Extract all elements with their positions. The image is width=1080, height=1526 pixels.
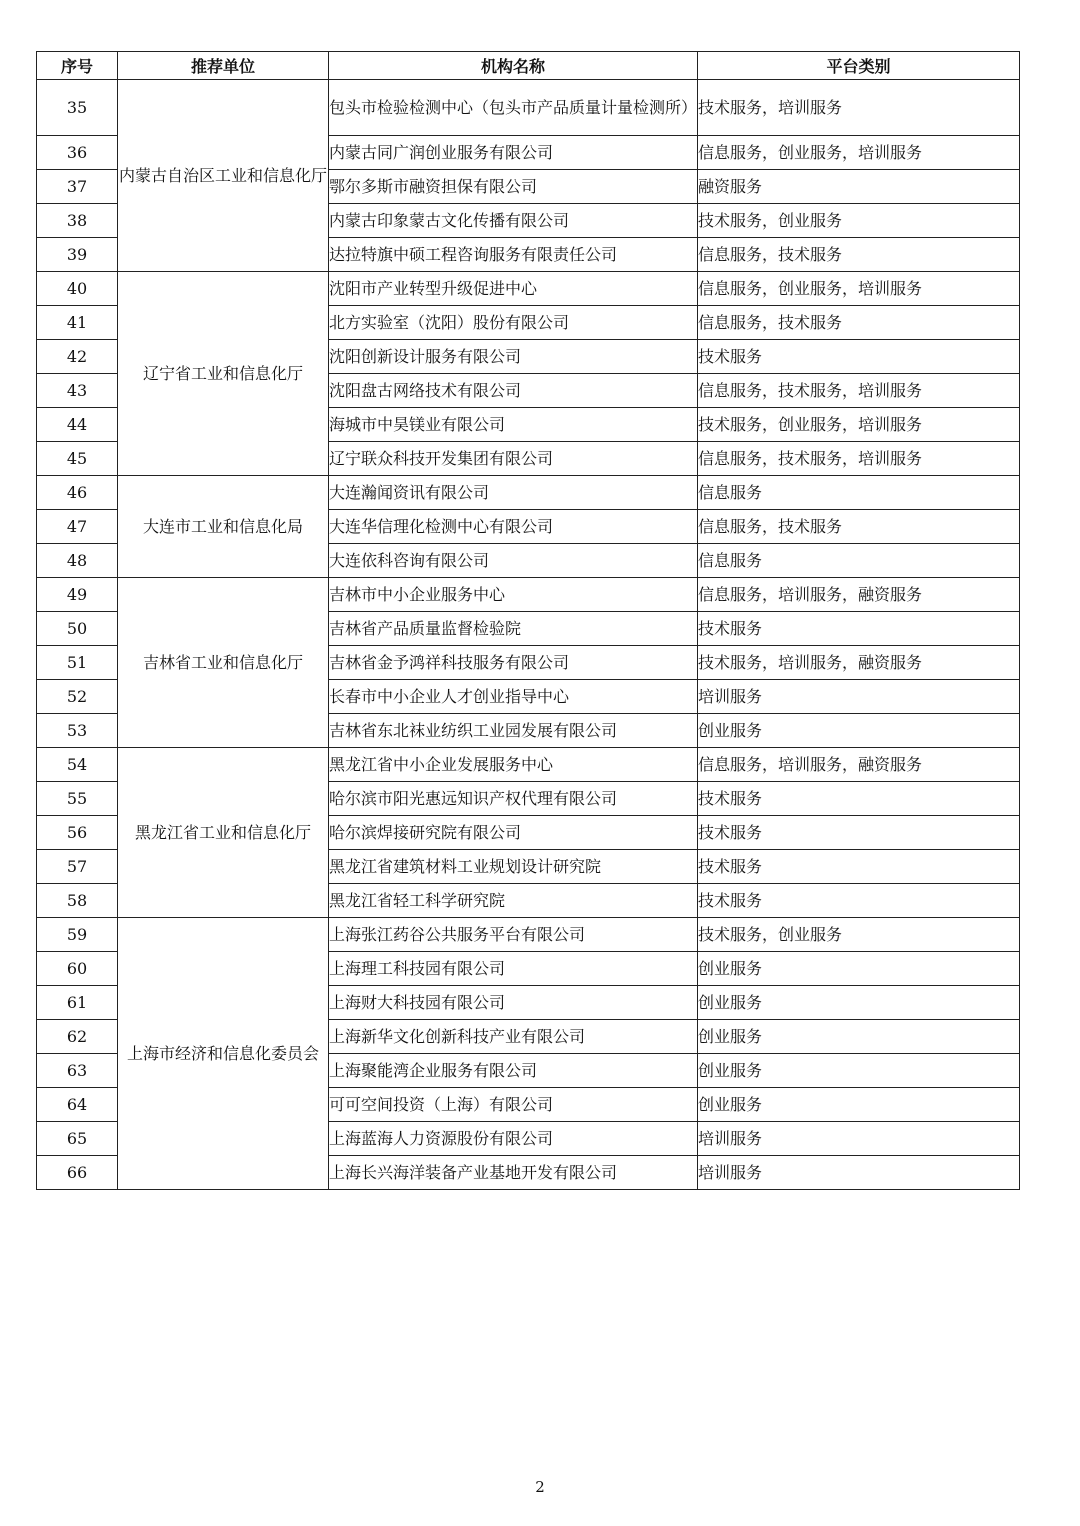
organization-name: 辽宁联众科技开发集团有限公司 <box>329 442 698 476</box>
organization-name: 包头市检验检测中心（包头市产品质量计量检测所） <box>329 80 698 136</box>
platform-category: 技术服务 <box>698 884 1020 918</box>
organization-name: 北方实验室（沈阳）股份有限公司 <box>329 306 698 340</box>
row-number: 54 <box>37 748 118 782</box>
recommending-unit: 黑龙江省工业和信息化厅 <box>118 748 329 918</box>
recommending-unit: 大连市工业和信息化局 <box>118 476 329 578</box>
row-number: 41 <box>37 306 118 340</box>
organization-name: 吉林市中小企业服务中心 <box>329 578 698 612</box>
platform-category: 创业服务 <box>698 986 1020 1020</box>
table-row <box>37 578 1020 612</box>
organization-name: 上海蓝海人力资源股份有限公司 <box>329 1122 698 1156</box>
organization-name: 哈尔滨市阳光惠远知识产权代理有限公司 <box>329 782 698 816</box>
recommending-unit: 辽宁省工业和信息化厅 <box>118 272 329 476</box>
platform-category: 技术服务 <box>698 850 1020 884</box>
organization-name: 黑龙江省轻工科学研究院 <box>329 884 698 918</box>
organization-name: 吉林省金予鸿祥科技服务有限公司 <box>329 646 698 680</box>
row-number: 65 <box>37 1122 118 1156</box>
row-number: 60 <box>37 952 118 986</box>
organization-name: 黑龙江省中小企业发展服务中心 <box>329 748 698 782</box>
platform-category: 创业服务 <box>698 1020 1020 1054</box>
row-number: 40 <box>37 272 118 306</box>
platform-category: 培训服务 <box>698 680 1020 714</box>
row-number: 46 <box>37 476 118 510</box>
platform-category: 技术服务 <box>698 340 1020 374</box>
platform-category: 培训服务 <box>698 1156 1020 1190</box>
row-number: 56 <box>37 816 118 850</box>
organization-name: 上海长兴海洋装备产业基地开发有限公司 <box>329 1156 698 1190</box>
organization-name: 沈阳市产业转型升级促进中心 <box>329 272 698 306</box>
recommending-unit: 吉林省工业和信息化厅 <box>118 578 329 748</box>
row-number: 49 <box>37 578 118 612</box>
platform-category: 信息服务，技术服务 <box>698 510 1020 544</box>
platform-category: 创业服务 <box>698 1088 1020 1122</box>
row-number: 36 <box>37 136 118 170</box>
row-number: 35 <box>37 80 118 136</box>
row-number: 61 <box>37 986 118 1020</box>
table-row <box>37 80 1020 136</box>
row-number: 63 <box>37 1054 118 1088</box>
row-number: 59 <box>37 918 118 952</box>
platform-category: 技术服务 <box>698 816 1020 850</box>
platform-category: 融资服务 <box>698 170 1020 204</box>
header-no: 序号 <box>37 52 118 80</box>
organization-name: 大连瀚闻资讯有限公司 <box>329 476 698 510</box>
row-number: 44 <box>37 408 118 442</box>
row-number: 48 <box>37 544 118 578</box>
org-list-table <box>36 51 1020 1190</box>
platform-category: 信息服务，创业服务，培训服务 <box>698 136 1020 170</box>
organization-name: 哈尔滨焊接研究院有限公司 <box>329 816 698 850</box>
row-number: 64 <box>37 1088 118 1122</box>
organization-name: 上海聚能湾企业服务有限公司 <box>329 1054 698 1088</box>
organization-name: 上海理工科技园有限公司 <box>329 952 698 986</box>
organization-name: 沈阳创新设计服务有限公司 <box>329 340 698 374</box>
platform-category: 技术服务，创业服务 <box>698 204 1020 238</box>
organization-name: 大连华信理化检测中心有限公司 <box>329 510 698 544</box>
row-number: 37 <box>37 170 118 204</box>
platform-category: 信息服务，技术服务 <box>698 238 1020 272</box>
platform-category: 技术服务 <box>698 782 1020 816</box>
organization-name: 吉林省东北袜业纺织工业园发展有限公司 <box>329 714 698 748</box>
organization-name: 可可空间投资（上海）有限公司 <box>329 1088 698 1122</box>
row-number: 51 <box>37 646 118 680</box>
platform-category: 信息服务，技术服务 <box>698 306 1020 340</box>
row-number: 62 <box>37 1020 118 1054</box>
organization-name: 长春市中小企业人才创业指导中心 <box>329 680 698 714</box>
platform-category: 技术服务 <box>698 612 1020 646</box>
recommending-unit: 上海市经济和信息化委员会 <box>118 918 329 1190</box>
platform-category: 信息服务，培训服务，融资服务 <box>698 748 1020 782</box>
platform-category: 信息服务，创业服务，培训服务 <box>698 272 1020 306</box>
row-number: 66 <box>37 1156 118 1190</box>
organization-name: 内蒙古同广润创业服务有限公司 <box>329 136 698 170</box>
header-org: 机构名称 <box>329 52 698 80</box>
row-number: 45 <box>37 442 118 476</box>
organization-name: 达拉特旗中硕工程咨询服务有限责任公司 <box>329 238 698 272</box>
row-number: 42 <box>37 340 118 374</box>
table-row <box>37 476 1020 510</box>
page-number: 2 <box>535 1478 545 1496</box>
row-number: 52 <box>37 680 118 714</box>
row-number: 58 <box>37 884 118 918</box>
row-number: 43 <box>37 374 118 408</box>
platform-category: 信息服务，技术服务，培训服务 <box>698 442 1020 476</box>
row-number: 53 <box>37 714 118 748</box>
row-number: 57 <box>37 850 118 884</box>
table-header-row <box>37 52 1020 80</box>
platform-category: 创业服务 <box>698 714 1020 748</box>
platform-category: 创业服务 <box>698 952 1020 986</box>
platform-category: 信息服务，培训服务，融资服务 <box>698 578 1020 612</box>
header-category: 平台类别 <box>698 52 1020 80</box>
organization-name: 吉林省产品质量监督检验院 <box>329 612 698 646</box>
platform-category: 创业服务 <box>698 1054 1020 1088</box>
platform-category: 技术服务，培训服务 <box>698 80 1020 136</box>
platform-category: 技术服务，创业服务 <box>698 918 1020 952</box>
row-number: 50 <box>37 612 118 646</box>
organization-name: 沈阳盘古网络技术有限公司 <box>329 374 698 408</box>
table-row <box>37 272 1020 306</box>
table-row <box>37 748 1020 782</box>
organization-name: 上海张江药谷公共服务平台有限公司 <box>329 918 698 952</box>
organization-name: 鄂尔多斯市融资担保有限公司 <box>329 170 698 204</box>
platform-category: 技术服务，培训服务，融资服务 <box>698 646 1020 680</box>
recommending-unit: 内蒙古自治区工业和信息化厅 <box>118 80 329 272</box>
row-number: 47 <box>37 510 118 544</box>
organization-name: 黑龙江省建筑材料工业规划设计研究院 <box>329 850 698 884</box>
platform-category: 信息服务，技术服务，培训服务 <box>698 374 1020 408</box>
platform-category: 培训服务 <box>698 1122 1020 1156</box>
organization-name: 大连依科咨询有限公司 <box>329 544 698 578</box>
organization-name: 上海财大科技园有限公司 <box>329 986 698 1020</box>
header-unit: 推荐单位 <box>118 52 329 80</box>
platform-category: 信息服务 <box>698 544 1020 578</box>
platform-category: 信息服务 <box>698 476 1020 510</box>
organization-name: 上海新华文化创新科技产业有限公司 <box>329 1020 698 1054</box>
table-row <box>37 918 1020 952</box>
row-number: 39 <box>37 238 118 272</box>
organization-name: 海城市中昊镁业有限公司 <box>329 408 698 442</box>
platform-category: 技术服务，创业服务，培训服务 <box>698 408 1020 442</box>
organization-name: 内蒙古印象蒙古文化传播有限公司 <box>329 204 698 238</box>
row-number: 38 <box>37 204 118 238</box>
row-number: 55 <box>37 782 118 816</box>
